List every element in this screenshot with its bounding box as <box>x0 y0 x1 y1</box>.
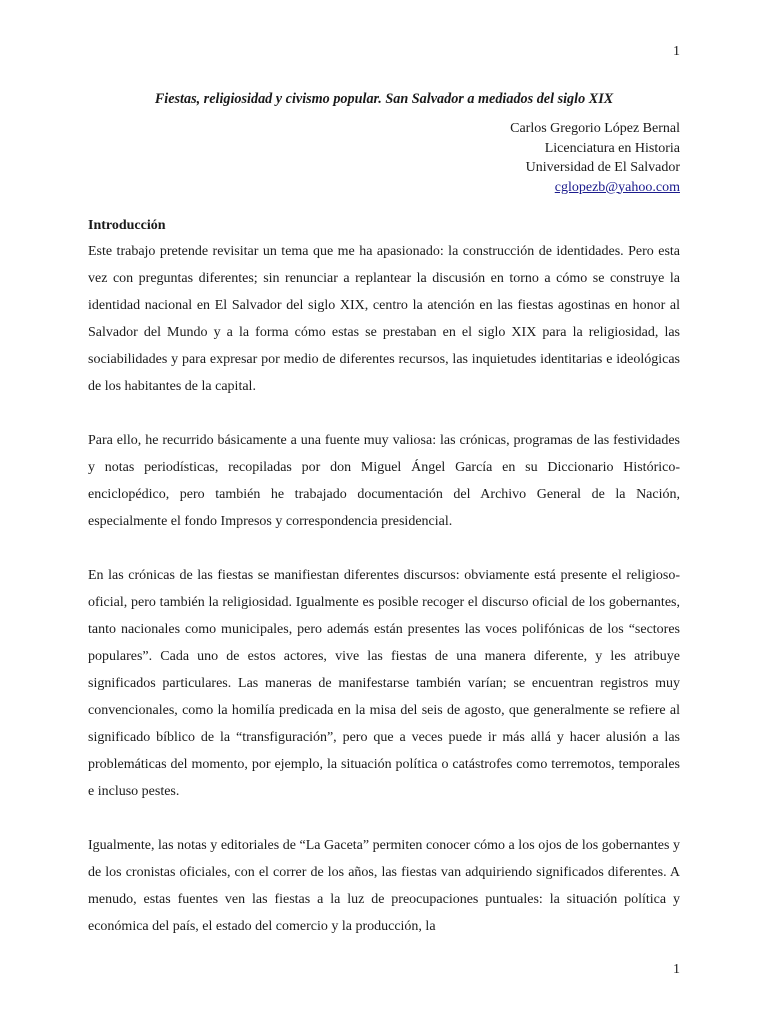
section-heading: Introducción <box>88 218 166 233</box>
document-title: Fiestas, religiosidad y civismo popular. San Salvador a mediados del siglo XIX <box>154 91 614 107</box>
author-institution: Universidad de El Salvador <box>525 160 680 175</box>
paragraph: Igualmente, las notas y editoriales de “La Gaceta” permiten conocer cómo a los ojos de los gobernantes y de los cronistas oficiales, con el correr de los años, las fiestas van adquiriendo significados diferentes. A menudo, estas fuentes ven las fiestas a la luz de preocupaciones puntuales: la situación política y económica del país, el estado del comercio y la producción, la <box>88 838 680 934</box>
document-body <box>88 216 680 967</box>
paragraph: Para ello, he recurrido básicamente a una fuente muy valiosa: las crónicas, programas de las festividades y notas periodísticas, recopiladas por don Miguel Ángel García en su Diccionario Histórico-enciclopédico, pero también he trabajado documentación del Archivo General de la Nación, especialmente el fondo Impresos y correspondencia presidencial. <box>88 433 680 529</box>
author-name: Carlos Gregorio López Bernal <box>510 121 680 136</box>
paragraph: En las crónicas de las fiestas se manifiestan diferentes discursos: obviamente está presente el religioso-oficial, pero también la religiosidad. Igualmente es posible recoger el discurso oficial de los gobernantes, tanto nacionales como municipales, pero además están presentes las voces polifónicas de los “sectores populares”. Cada uno de estos actores, vive las fiestas de una manera diferente, y les atribuye significados particulares. Las maneras de manifestarse también varían; se encuentran registros muy convencionales, como la homilía predicada en la misa del seis de agosto, que generalmente se refiere al significado bíblico de la “transfiguración”, pero que a veces puede ir más allá y hacer alusión a las problemáticas del momento, por ejemplo, la situación política o catástrofes como terremotos, temporales e incluso pestes. <box>88 568 680 799</box>
author-email-link[interactable]: cglopezb@yahoo.com <box>554 179 680 195</box>
paragraph: Este trabajo pretende revisitar un tema que me ha apasionado: la construcción de identidades. Pero esta vez con preguntas diferentes; sin renunciar a replantear la discusión en torno a cómo se construye la identidad nacional en El Salvador del siglo XIX, centro la atención en las fiestas agostinas en honor al Salvador del Mundo y a la forma cómo estas se prestaban en el siglo XIX para la religiosidad, las sociabilidades y para expresar por medio de diferentes recursos, las inquietudes identitarias e ideológicas de los habitantes de la capital. <box>88 244 680 394</box>
page-number-top: 1 <box>673 44 680 59</box>
author-degree: Licenciatura en Historia <box>544 140 680 156</box>
page-number-bottom: 1 <box>673 962 680 977</box>
author-block <box>510 119 680 197</box>
